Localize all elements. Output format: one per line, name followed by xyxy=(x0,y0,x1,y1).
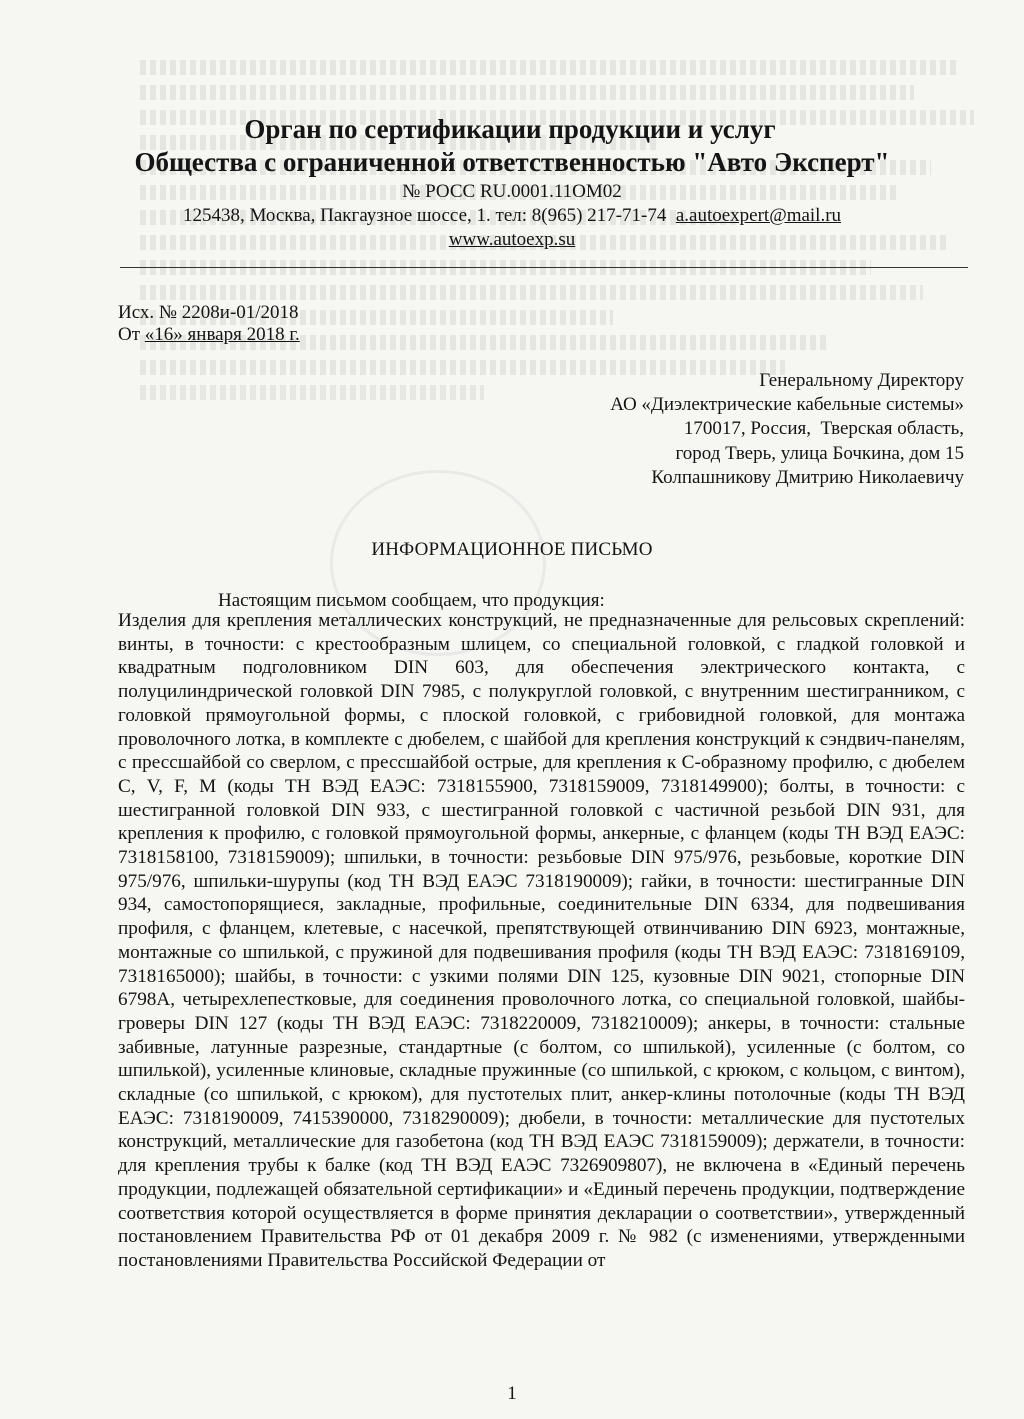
recipient-name: Колпашникову Дмитрию Николаевичу xyxy=(651,466,964,488)
org-name-line2: Общества с ограниченной ответственностью "Авто Эксперт" xyxy=(134,147,890,177)
letter-title: ИНФОРМАЦИОННОЕ ПИСЬМО xyxy=(371,539,653,560)
letterhead xyxy=(0,113,1024,252)
recipient-address-1: 170017, Россия, Тверская область, xyxy=(683,418,964,440)
contact-line xyxy=(0,204,1024,228)
letter-intro: Настоящим письмом сообщаем, что продукция: xyxy=(218,590,605,611)
website-link[interactable]: www.autoexp.su xyxy=(448,229,576,250)
recipient-position: Генеральному Директору xyxy=(759,370,964,391)
page-number: 1 xyxy=(507,1383,517,1404)
recipient-block xyxy=(610,369,964,490)
header-divider xyxy=(120,267,968,268)
org-name-line1: Орган по сертификации продукции и услуг xyxy=(244,114,776,144)
recipient-company: АО «Диэлектрические кабельные системы» xyxy=(610,394,964,416)
registration-number: № РОСС RU.0001.11ОМ02 xyxy=(402,181,622,202)
outgoing-block xyxy=(118,302,300,346)
outgoing-number: Исх. № 2208и-01/2018 xyxy=(118,302,299,323)
outgoing-date-line xyxy=(118,324,300,346)
outgoing-date: «16» января 2018 г. xyxy=(144,324,300,345)
email-link[interactable]: a.autoexpert@mail.ru xyxy=(675,205,842,226)
recipient-address-2: город Тверь, улица Бочкина, дом 15 xyxy=(675,442,964,464)
date-prefix: От xyxy=(118,324,141,345)
letter-body: Изделия для крепления металлических конструкций, не предназначенные для рельсовых скреплений: винты, в точности: с крестообразным шлицем, со специальной головкой, с гладкой головкой и квадратным подголовником DIN 603, для обеспечения электрического контакта, с полуцилиндрической головкой DIN 7985, с полукруглой головкой, с внутренним шестигранником, с головкой прямоугольной формы, с плоской головкой, с грибовидной головкой, для монтажа проволочного лотка, в комплекте с дюбелем, с шайбой для крепления конструкций к сэндвич-панелям, с прессшайбой со сверлом, с прессшайбой острые, для крепления к С-образному профилю, с дюбелем С, V, F, M (коды ТН ВЭД ЕАЭС: 7318155900, 7318159009, 7318149900); болты, в точности: с шестигранной головкой DIN 933, с шестигранной головкой с частичной резьбой DIN 931, для крепления к профилю, с головкой прямоугольной формы, анкерные, с фланцем (коды ТН ВЭД ЕАЭС: 7318158100, 7318159009); шпильки, в точности: резьбовые DIN 975/976, резьбовые, короткие DIN 975/976, шпильки-шурупы (код ТН ВЭД ЕАЭС 7318190009); гайки, в точности: шестигранные DIN 934, самостопорящиеся, закладные, профильные, соединительные DIN 6334, для подвешивания профиля, с фланцем, клетевые, с насечкой, препятствующей отвинчиванию DIN 6923, монтажные, монтажные со шпилькой, с пружиной для подвешивания профиля (коды ТН ВЭД ЕАЭС: 7318169109, 7318165000); шайбы, в точности: с узкими полями DIN 125, кузовные DIN 9021, стопорные DIN 6798A, четырехлепестковые, для соединения проволочного лотка, со специальной головкой, шайбы-гроверы DIN 127 (коды ТН ВЭД ЕАЭС: 7318220009, 7318210009); анкеры, в точности: стальные забивные, латунные разрезные, стандартные (с болтом, со шпилькой), усиленные (с болтом, со шпилькой), усиленные клиновые, складные пружинные (со шпилькой, с крюком, с кольцом, с винтом), складные (со шпилькой, с крюком), для пустотелых плит, анкер-клины потолочные (коды ТН ВЭД ЕАЭС: 7318190009, 7415390000, 7318290009); дюбели, в точности: металлические для пустотелых конструкций, металлические для газобетона (код ТН ВЭД ЕАЭС 7318159009); держатели, в точности: для крепления трубы к балке (код ТН ВЭД ЕАЭС 7326909807), не включена в «Единый перечень продукции, подлежащей обязательной сертификации» и «Единый перечень продукции, подтверждение соответствия которой осуществляется в форме принятия декларации о соответствии», утвержденный постановлением Правительства РФ от 01 декабря 2009 г. № 982 (с изменениями, утвержденными постановлениями Правительства Российской Федерации от xyxy=(118,610,965,1271)
address: 125438, Москва, Пакгаузное шоссе, 1. тел: 8(965) 217-71-74 xyxy=(182,205,667,226)
